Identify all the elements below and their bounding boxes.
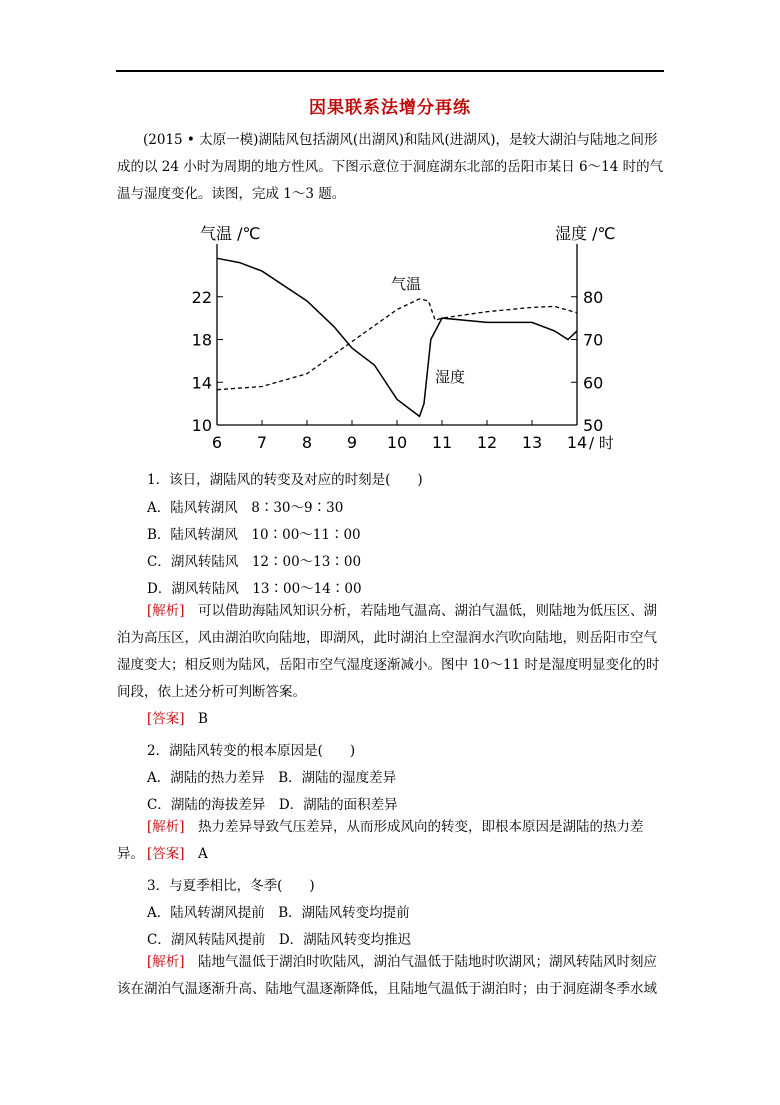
right-axis-label: 湿度 /℃	[555, 224, 616, 243]
question-1-option-d: D．湖风转陆风 13∶00～14∶00	[147, 581, 362, 597]
humidity-series-label: 湿度	[435, 368, 466, 386]
x-tick-label: 10	[386, 433, 408, 452]
question-1-option-b: B．陆风转湖风 10∶00～11∶00	[147, 527, 361, 543]
x-tick-label: 13	[521, 433, 543, 452]
temperature-series-line	[217, 299, 577, 390]
analysis-tag: [解析]	[147, 603, 185, 619]
right-tick-label: 60	[583, 373, 604, 393]
left-tick-label: 18	[191, 330, 212, 350]
temperature-humidity-chart	[186, 220, 626, 460]
question-1-analysis	[117, 598, 667, 706]
x-tick-label: 12	[476, 433, 498, 452]
answer-text: B	[198, 711, 208, 727]
x-tick-label: 7	[256, 433, 268, 452]
question-2-options-row-1: A．湖陆的热力差异 B．湖陆的湿度差异	[147, 770, 397, 786]
page-title: 因果联系法增分再练	[309, 98, 471, 118]
temperature-series-label: 气温	[391, 275, 422, 293]
question-1-option-c: C．湖风转陆风 12∶00～13∶00	[147, 554, 362, 570]
analysis-tag: [解析]	[147, 819, 185, 835]
right-tick-label: 70	[583, 330, 604, 350]
question-1-answer	[117, 706, 667, 733]
answer-tag: [答案]	[147, 711, 185, 727]
question-3-analysis	[117, 949, 667, 1003]
question-1-option-a: A．陆风转湖风 8∶30～9∶30	[147, 500, 344, 516]
x-tick-label: 9	[346, 433, 358, 452]
right-tick-label: 80	[583, 287, 604, 307]
question-3-options-row-2: C．湖风转陆风提前 D．湖陆风转变均推迟	[147, 932, 412, 948]
question-2-options-row-2: C．湖陆的海拔差异 D．湖陆的面积差异	[147, 797, 398, 813]
x-tick-label: 11	[431, 433, 453, 452]
analysis-text: 热力差异导致气压差异，从而形成风向的转变，即根本原因是湖陆的热力差异。	[117, 819, 644, 862]
x-tick-label: 8	[301, 433, 313, 452]
question-2-stem: 2．湖陆风转变的根本原因是( )	[147, 743, 356, 759]
left-tick-label: 10	[191, 416, 212, 435]
right-tick-label: 50	[583, 416, 604, 435]
question-2-answer	[117, 841, 667, 868]
analysis-text: 陆地气温低于湖泊时吹陆风，湖泊气温低于陆地时吹湖风；湖风转陆风时刻应该在湖泊气温逐渐升高、陆地气温逐渐降低，且陆地气温低于湖泊时；由于洞庭湖冬季水域	[117, 954, 658, 997]
question-3-options-row-1: A．陆风转湖风提前 B．湖陆风转变均提前	[147, 905, 410, 921]
x-tick-label: 14	[566, 433, 588, 452]
x-unit-label: / 时	[589, 434, 614, 452]
analysis-tag: [解析]	[147, 954, 185, 970]
answer-tag: [答案]	[147, 846, 185, 862]
top-rule	[116, 70, 664, 72]
left-tick-label: 14	[191, 373, 212, 393]
left-axis-label: 气温 /℃	[200, 224, 261, 243]
x-tick-label: 6	[211, 433, 223, 452]
analysis-text: 可以借助海陆风知识分析，若陆地气温高、湖泊气温低，则陆地为低压区、湖泊为高压区，风由湖泊吹向陆地，即湖风，此时湖泊上空湿润水汽吹向陆地，则岳阳市空气湿度变大；相反则为陆风，岳阳市空气湿度逐渐减小。图中 10～11 时是湿度明显变化的时间段，依上述分析可判断答案。	[117, 603, 660, 700]
answer-text: A	[198, 846, 208, 862]
question-3-stem: 3．与夏季相比，冬季( )	[147, 878, 315, 894]
intro-paragraph: (2015 • 太原一模)湖陆风包括湖风(出湖风)和陆风(进湖风)，是较大湖泊与陆地之间形成的以 24 小时为周期的地方性风。下图示意位于洞庭湖东北部的岳阳市某日 6～14 时的气温与湿度变化。读图，完成 1～3 题。	[117, 132, 664, 202]
left-tick-label: 22	[191, 287, 212, 307]
question-1-stem: 1．该日，湖陆风的转变及对应的时刻是( )	[147, 472, 423, 488]
